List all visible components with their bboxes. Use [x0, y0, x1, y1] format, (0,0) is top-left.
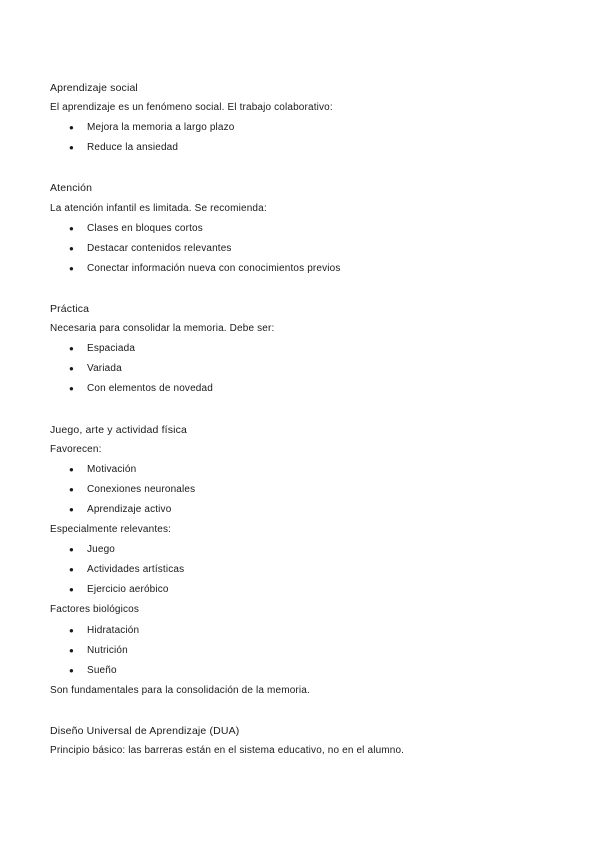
document-page	[50, 78, 570, 761]
list-item-text: Con elementos de novedad	[87, 383, 213, 395]
section-intro: Principio básico: las barreras están en el sistema educativo, no en el alumno.	[50, 745, 405, 757]
list-item	[50, 460, 570, 480]
section-spacer	[50, 701, 570, 721]
list-item-text: Actividades artísticas	[87, 564, 185, 576]
list-item	[50, 118, 570, 138]
section-heading: Juego, arte y actividad física	[50, 423, 187, 436]
bullet-icon: ●	[69, 143, 74, 153]
section-spacer	[50, 158, 570, 178]
list-item-text: Ejercicio aeróbico	[87, 584, 169, 596]
list-item-text: Nutrición	[87, 644, 128, 656]
section-intro: La atención infantil es limitada. Se recomienda:	[50, 202, 267, 214]
bullet-icon: ●	[69, 504, 74, 514]
section-spacer	[50, 400, 570, 420]
bullet-icon: ●	[69, 545, 74, 555]
bullet-icon: ●	[69, 484, 74, 494]
bullet-icon: ●	[69, 625, 74, 635]
list-item	[50, 219, 570, 239]
section-heading: Práctica	[50, 303, 90, 316]
section-subintro: Especialmente relevantes:	[50, 524, 172, 536]
list-item-text: Clases en bloques cortos	[87, 222, 203, 234]
section-intro: Necesaria para consolidar la memoria. Debe ser:	[50, 323, 275, 335]
bullet-icon: ●	[69, 585, 74, 595]
list-item-text: Espaciada	[87, 343, 136, 355]
list-item	[50, 239, 570, 259]
list-item	[50, 540, 570, 560]
list-item-text: Conexiones neuronales	[87, 483, 196, 495]
list-item-text: Destacar contenidos relevantes	[87, 242, 232, 254]
section-subintro: Factores biológicos	[50, 604, 140, 616]
bullet-icon: ●	[69, 364, 74, 374]
list-item-text: Sueño	[87, 664, 117, 676]
bullet-icon: ●	[69, 223, 74, 233]
bullet-icon: ●	[69, 384, 74, 394]
section-heading: Aprendizaje social	[50, 82, 138, 94]
bullet-icon: ●	[69, 665, 74, 675]
list-item	[50, 339, 570, 359]
list-item-text: Hidratación	[87, 624, 140, 636]
section-closing: Son fundamentales para la consolidación de la memoria.	[50, 684, 310, 696]
bullet-icon: ●	[69, 263, 74, 273]
section-intro: Favorecen:	[50, 443, 102, 455]
list-item	[50, 500, 570, 520]
list-item	[50, 621, 570, 641]
list-item-text: Motivación	[87, 463, 137, 475]
list-item	[50, 580, 570, 600]
bullet-icon: ●	[69, 645, 74, 655]
list-item	[50, 259, 570, 279]
list-item-text: Reduce la ansiedad	[87, 142, 179, 154]
bullet-icon: ●	[69, 464, 74, 474]
list-item	[50, 560, 570, 580]
list-item	[50, 480, 570, 500]
bullet-icon: ●	[69, 243, 74, 253]
section-spacer	[50, 279, 570, 299]
section-heading: Diseño Universal de Aprendizaje (DUA)	[50, 725, 240, 737]
section-intro: El aprendizaje es un fenómeno social. El trabajo colaborativo:	[50, 102, 333, 114]
list-item-text: Mejora la memoria a largo plazo	[87, 122, 235, 134]
list-item-text: Aprendizaje activo	[87, 503, 172, 515]
bullet-icon: ●	[69, 123, 74, 133]
bullet-icon: ●	[69, 344, 74, 354]
list-item-text: Juego	[87, 544, 115, 556]
list-item	[50, 661, 570, 681]
list-item	[50, 138, 570, 158]
list-item	[50, 379, 570, 399]
bullet-icon: ●	[69, 565, 74, 575]
list-item-text: Variada	[87, 363, 122, 375]
list-item-text: Conectar información nueva con conocimientos previos	[87, 262, 341, 274]
list-item	[50, 641, 570, 661]
section-heading: Atención	[50, 182, 93, 195]
list-item	[50, 359, 570, 379]
